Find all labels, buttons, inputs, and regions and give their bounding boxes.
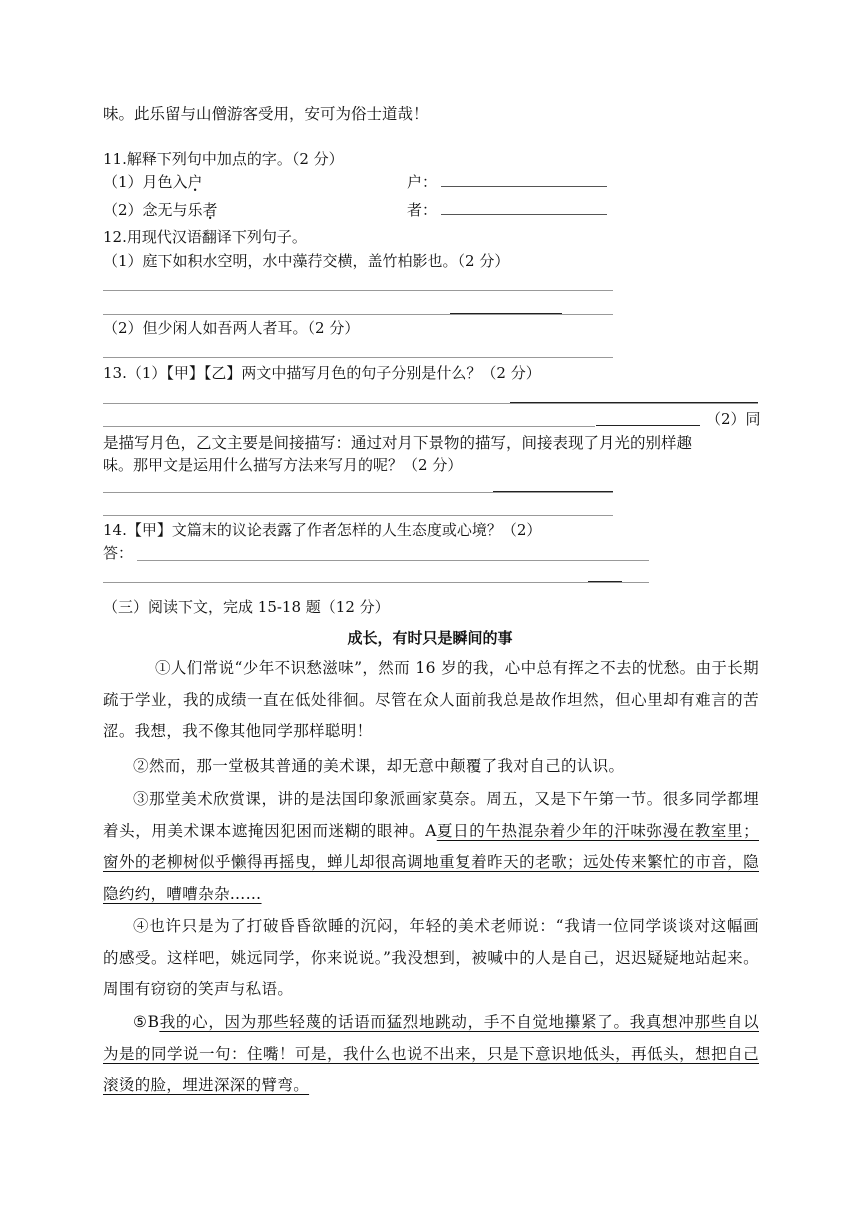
q13-part-2-line-1: 是描写月色，乙文主要是间接描写：通过对月下景物的描写，间接表现了月光的别样趣 (103, 434, 693, 452)
answer-line[interactable] (103, 426, 595, 427)
q14-stem: 14.【甲】文篇末的议论表露了作者怎样的人生态度或心境？（2） (103, 521, 542, 539)
q11-item-1-text: （1）月色入 (103, 173, 188, 191)
answer-line[interactable] (137, 560, 649, 561)
article-title: 成长，有时只是瞬间的事 (347, 629, 513, 647)
q11-item-1 (103, 172, 203, 192)
passage-end-line: 味。此乐留与山僧游客受用，安可为俗士道哉！ (103, 105, 429, 123)
q13-part-1: 13.（1）【甲】【乙】两文中描写月色的句子分别是什么？（2 分） (103, 364, 541, 382)
answer-line[interactable] (103, 403, 758, 404)
q11-answer-1[interactable] (407, 172, 607, 192)
paragraph-5-text: ⑤B (133, 1013, 160, 1031)
q11-item-1-dotted-char: 户 (187, 173, 203, 191)
section-3-heading: （三）阅读下文，完成 15-18 题（12 分） (103, 598, 390, 616)
answer-line-segment (493, 491, 613, 492)
q13-part-2-start: （2）同 (706, 410, 761, 428)
answer-line[interactable] (103, 290, 613, 291)
underlined-sentence-a: 夏日的午热混杂着少年的汗味弥漫在教室里；窗外的老柳树似乎懒得再摇曳，蝉儿却很高调地重复着昨天的老歌；远处传来繁忙的市音，隐隐约约，嘈嘈杂杂…… (103, 821, 759, 903)
q12-sentence-1: （1）庭下如积水空明，水中藻荇交横，盖竹柏影也。（2 分） (103, 252, 510, 270)
paragraph-2: ②然而，那一堂极其普通的美术课，却无意中颠覆了我对自己的认识。 (133, 757, 625, 775)
q11-answer-2[interactable] (407, 200, 607, 220)
q11-item-2-text: （2）念无与乐 (103, 201, 203, 219)
answer-line-segment (588, 581, 622, 582)
paragraph-3-text: ③那堂美术欣赏课，讲的是法国印象派画家莫奈。周五，又是下午第一节。很多同学都埋着头，用美术课本遮掩因犯困而迷糊的眼神。A (103, 790, 759, 840)
answer-line[interactable] (103, 357, 613, 358)
q11-item-2-dotted-char: 者 (202, 201, 218, 219)
q14-answer-label: 答： (103, 544, 134, 562)
q11-answer-2-blank[interactable] (441, 200, 607, 215)
paragraph-3 (103, 784, 759, 910)
answer-line[interactable] (103, 314, 613, 315)
answer-line[interactable] (103, 582, 649, 583)
q12-sentence-2: （2）但少闲人如吾两人者耳。（2 分） (103, 319, 360, 337)
q11-item-2 (103, 200, 218, 220)
paragraph-1: ①人们常说“少年不识愁滋味”，然而 16 岁的我，心中总有挥之不去的忧愁。由于长期疏于学业，我的成绩一直在低处徘徊。尽管在众人面前我总是故作坦然，但心里却有难言的苦涩。我想，我不像其他同学那样聪明！ (103, 659, 759, 740)
q12-stem: 12.用现代汉语翻译下列句子。 (103, 228, 307, 246)
answer-line-segment (510, 402, 758, 403)
answer-line[interactable] (103, 492, 613, 493)
q11-answer-1-label: 户： (407, 173, 438, 191)
q13-part-2-line-2: 味。那甲文是运用什么描写方法来写月的呢？（2 分） (103, 456, 463, 474)
paragraph-5 (103, 1007, 759, 1102)
q11-answer-2-label: 者： (407, 201, 438, 219)
paragraph-4: ④也许只是为了打破昏昏欲睡的沉闷，年轻的美术老师说：“我请一位同学谈谈对这幅画的感受。这样吧，姚远同学，你来说说。”我没想到，被喊中的人是自己，迟迟疑疑地站起来。周围有窃窃的笑声与私语。 (103, 917, 759, 998)
q11-answer-1-blank[interactable] (441, 172, 607, 187)
answer-line[interactable] (103, 515, 613, 516)
underlined-sentence-b: 我的心，因为那些轻蔑的话语而猛烈地跳动，手不自觉地攥紧了。我真想冲那些自以为是的同学说一句：住嘴！可是，我什么也说不出来，只是下意识地低头，再低头，想把自己滚烫的脸，埋进深深的臂弯。 (103, 1013, 759, 1094)
answer-line-segment (596, 425, 700, 426)
answer-line-segment (450, 313, 562, 314)
q11-stem: 11.解释下列句中加点的字。（2 分） (103, 150, 344, 168)
